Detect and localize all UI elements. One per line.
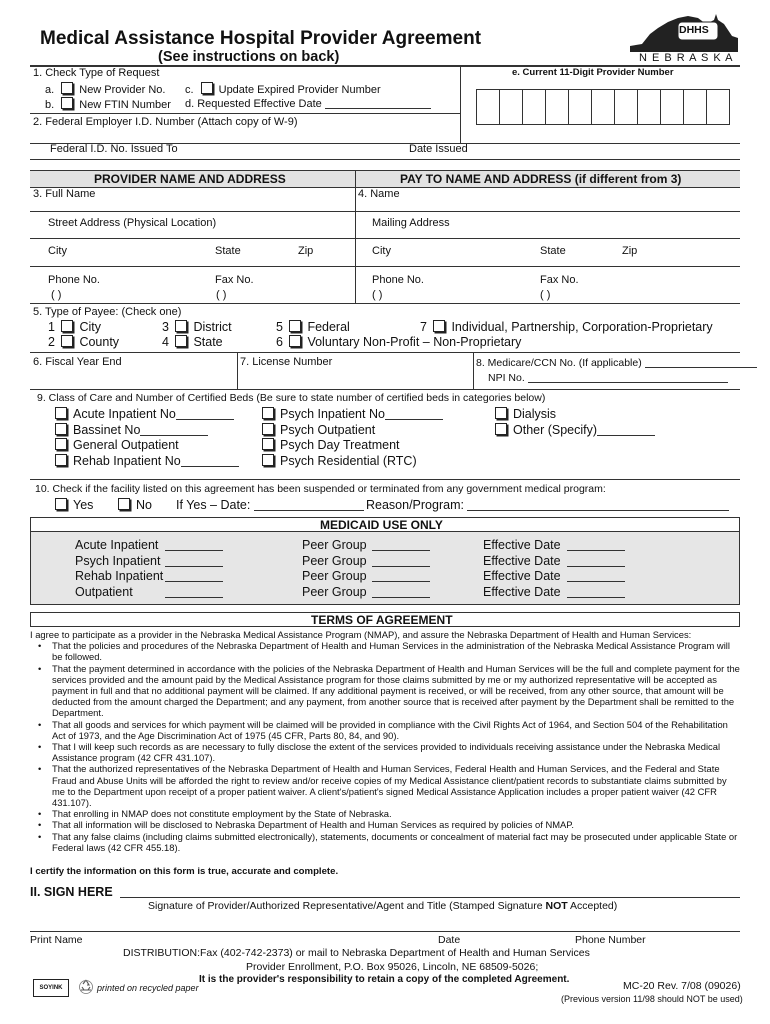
option-c[interactable] <box>185 82 381 96</box>
bassinet-checkbox[interactable] <box>55 423 67 435</box>
effective-date-line[interactable] <box>325 97 431 109</box>
term-3: • That all goods and services for which payment will be claimed will be provided in compliance with the Civil Rights Act of 1964, and Section 504 of the Rehabilitation Act of 1973, and the Age Discrimination Act of 1975 (45 CFR, Parts 80, 84, and 90). <box>52 719 742 741</box>
previous-version-note: (Previous version 11/98 should NOT be used) <box>561 994 743 1004</box>
psych-in-label: Psych Inpatient No <box>280 407 385 421</box>
suspended-label: 10. Check if the facility listed on this agreement has been suspended or terminated from any government medical program: <box>35 483 606 495</box>
fax-area[interactable]: ( ) <box>216 289 227 301</box>
outpatient-label: Outpatient <box>75 585 133 599</box>
payee-city-checkbox[interactable] <box>61 320 73 332</box>
psych-day[interactable] <box>262 438 400 452</box>
medicaid-line-2[interactable] <box>165 555 223 567</box>
npi-line[interactable] <box>528 371 728 383</box>
medicaid-row-3 <box>75 569 163 583</box>
terms-body <box>30 629 742 853</box>
suspended-yes[interactable] <box>55 498 93 512</box>
psych-day-checkbox[interactable] <box>262 438 274 450</box>
payee-federal[interactable] <box>276 320 350 334</box>
terms-list <box>30 640 742 853</box>
peer-line-1[interactable] <box>372 539 430 551</box>
medicaid-line-1[interactable] <box>165 539 223 551</box>
medicaid-line-3[interactable] <box>165 570 223 582</box>
mailing-label: Mailing Address <box>372 217 450 229</box>
zip-label: Zip <box>298 245 314 257</box>
sign-phone-label: Phone Number <box>575 934 646 946</box>
check-type-label: 1. Check Type of Request <box>33 67 160 79</box>
term-5: • That the authorized representatives of the Nebraska Department of Health and Human Services, Federal Health and Human Services, and the Federal and State Fraud and Abuse Units will be afforded the right to review and/or receive copies of my Medical Assistance client/patient records to substantiate claims submitted by me to the Department upon receipt of a proper patient waiver. A client's/patient's signed Medical Assistance Application includes a proper patient waiver (42 CFR 431.107). <box>52 763 742 808</box>
rehab-label: Rehab Inpatient No <box>73 454 181 468</box>
option-b[interactable] <box>45 97 171 111</box>
new-ftin-label: New FTIN Number <box>79 99 171 111</box>
term-4: • That I will keep such records as are necessary to fully disclose the extent of the services provided to individuals receiving assistance under the Nebraska Medical Assistance program (42 CFR 431.107). <box>52 741 742 763</box>
payee-individual[interactable] <box>420 320 713 334</box>
effective-label-3: Effective Date <box>483 569 561 583</box>
other-checkbox[interactable] <box>495 423 507 435</box>
bassinet-line[interactable] <box>140 424 208 436</box>
date-issued-label: Date Issued <box>409 143 468 155</box>
peer-label-2: Peer Group <box>302 554 367 568</box>
sign-heading: II. SIGN HERE <box>30 885 113 899</box>
signature-label-post: Accepted) <box>567 900 618 912</box>
payee-state[interactable] <box>162 335 223 349</box>
distribution-line-1: DISTRIBUTION:Fax (402-742-2373) or mail to Nebraska Department of Health and Human Services <box>123 947 590 959</box>
payee-county-checkbox[interactable] <box>61 335 73 347</box>
psych-outpatient[interactable] <box>262 423 375 437</box>
form-number: MC-20 Rev. 7/08 (09026) <box>623 980 741 992</box>
payee-federal-label: Federal <box>307 320 350 334</box>
street-label: Street Address (Physical Location) <box>48 217 217 229</box>
signature-line[interactable] <box>120 897 740 898</box>
peer-label-1: Peer Group <box>302 538 367 552</box>
yes-checkbox[interactable] <box>55 498 67 510</box>
psych-inpatient[interactable] <box>262 407 443 421</box>
if-yes-date-line[interactable] <box>254 499 364 511</box>
reason-program <box>366 498 729 512</box>
update-expired-checkbox[interactable] <box>201 82 213 94</box>
payee-county[interactable] <box>48 335 119 349</box>
effective-line-3[interactable] <box>567 570 625 582</box>
payto-phone-label: Phone No. <box>372 274 424 286</box>
acute-label: Acute Inpatient No <box>73 407 176 421</box>
effective-label-1: Effective Date <box>483 538 561 552</box>
new-provider-checkbox[interactable] <box>61 82 73 94</box>
payee-individual-checkbox[interactable] <box>433 320 445 332</box>
class-of-care-label: 9. Class of Care and Number of Certified Beds (Be sure to state number of certified beds in categories below) <box>37 392 546 404</box>
payee-district-checkbox[interactable] <box>175 320 187 332</box>
other-specify[interactable] <box>495 423 655 437</box>
reason-label: Reason/Program: <box>366 498 464 512</box>
suspended-no[interactable] <box>118 498 152 512</box>
payee-federal-num: 5 <box>276 320 283 334</box>
payee-city-label: City <box>79 320 101 334</box>
payee-city-num: 1 <box>48 320 55 334</box>
if-yes-date <box>176 498 364 512</box>
signature-label-pre: Signature of Provider/Authorized Representative/Agent and Title (Stamped Signature <box>148 900 546 912</box>
update-expired-label: Update Expired Provider Number <box>218 84 381 96</box>
peer-label-4: Peer Group <box>302 585 367 599</box>
bassinet[interactable] <box>55 423 208 437</box>
effective-label-2: Effective Date <box>483 554 561 568</box>
payto-fax-label: Fax No. <box>540 274 579 286</box>
effective-line-4[interactable] <box>567 586 625 598</box>
full-name-label: 3. Full Name <box>33 188 96 200</box>
acute-inpatient-label: Acute Inpatient <box>75 538 159 552</box>
general-outpatient[interactable] <box>55 438 179 452</box>
certify-text: I certify the information on this form is true, accurate and complete. <box>30 866 339 877</box>
general-label: General Outpatient <box>73 438 179 452</box>
payee-county-num: 2 <box>48 335 55 349</box>
medicare-line[interactable] <box>645 356 757 368</box>
effective-label-4: Effective Date <box>483 585 561 599</box>
terms-heading: TERMS OF AGREEMENT <box>311 613 453 627</box>
fax-label: Fax No. <box>215 274 254 286</box>
psych-inpatient-label: Psych Inpatient <box>75 554 161 568</box>
option-a[interactable] <box>45 82 165 96</box>
dialysis-checkbox[interactable] <box>495 407 507 419</box>
medicaid-line-4[interactable] <box>165 586 223 598</box>
provider-number-label: e. Current 11-Digit Provider Number <box>512 67 674 78</box>
other-label: Other (Specify) <box>513 423 598 437</box>
npi-text: NPI No. <box>488 372 525 384</box>
payee-district[interactable] <box>162 320 232 334</box>
payee-individual-label: Individual, Partnership, Corporation-Proprietary <box>451 320 713 334</box>
peer-line-2[interactable] <box>372 555 430 567</box>
peer-label-3: Peer Group <box>302 569 367 583</box>
issued-to-label: Federal I.D. No. Issued To <box>50 143 178 155</box>
bassinet-label: Bassinet No <box>73 423 141 437</box>
page-title: Medical Assistance Hospital Provider Agreement <box>40 28 482 49</box>
term-8: • That any false claims (including claims submitted electronically), statements, documents or concealment of material fact may be prosecuted under applicable State or Federal laws (42 CFR 455.18). <box>52 831 742 853</box>
rehab-line[interactable] <box>181 455 239 467</box>
rehab-inpatient[interactable] <box>55 454 239 468</box>
dialysis[interactable] <box>495 407 556 421</box>
payee-district-label: District <box>193 320 232 334</box>
option-d <box>185 97 431 110</box>
page-subtitle: (See instructions on back) <box>158 49 340 65</box>
provider-heading: PROVIDER NAME AND ADDRESS <box>94 172 286 186</box>
psych-out-checkbox[interactable] <box>262 423 274 435</box>
state-name: N E B R A S K A <box>639 52 734 64</box>
recycled-paper-note: printed on recycled paper <box>97 983 199 993</box>
option-c-letter: c. <box>185 84 194 96</box>
npi-label <box>488 371 728 384</box>
sign-date-label: Date <box>438 934 461 946</box>
dialysis-label: Dialysis <box>513 407 557 421</box>
rehab-checkbox[interactable] <box>55 454 67 466</box>
state-label: State <box>215 245 241 257</box>
reason-line[interactable] <box>467 499 729 511</box>
medicaid-heading: MEDICAID USE ONLY <box>320 518 443 532</box>
new-ftin-checkbox[interactable] <box>61 97 73 109</box>
payto-zip-label: Zip <box>622 245 638 257</box>
payto-heading: PAY TO NAME AND ADDRESS (if different from 3) <box>400 172 682 186</box>
effective-date-label: d. Requested Effective Date <box>185 98 322 110</box>
provider-number-boxes[interactable] <box>476 89 730 125</box>
new-provider-label: New Provider No. <box>79 84 166 96</box>
no-checkbox[interactable] <box>118 498 130 510</box>
recycle-icon <box>78 978 94 994</box>
medicaid-row-4 <box>75 585 133 599</box>
psych-residential[interactable] <box>262 454 417 468</box>
psych-in-line[interactable] <box>385 408 443 420</box>
fiscal-year-label: 6. Fiscal Year End <box>33 356 122 368</box>
payee-district-num: 3 <box>162 320 169 334</box>
psych-res-label: Psych Residential (RTC) <box>280 454 417 468</box>
payto-phone-area[interactable]: ( ) <box>372 289 383 301</box>
acute-inpatient[interactable] <box>55 407 234 421</box>
payee-federal-checkbox[interactable] <box>289 320 301 332</box>
other-line[interactable] <box>597 424 655 436</box>
medicaid-row-1 <box>75 538 158 552</box>
if-yes-label: If Yes – Date: <box>176 498 251 512</box>
psych-in-checkbox[interactable] <box>262 407 274 419</box>
psych-res-checkbox[interactable] <box>262 454 274 466</box>
phone-label: Phone No. <box>48 274 100 286</box>
payee-county-label: County <box>79 335 120 349</box>
license-label: 7. License Number <box>240 356 333 368</box>
peer-line-3[interactable] <box>372 570 430 582</box>
payee-individual-num: 7 <box>420 320 427 334</box>
acute-checkbox[interactable] <box>55 407 67 419</box>
peer-line-4[interactable] <box>372 586 430 598</box>
payee-nonprofit-label: Voluntary Non-Profit – Non-Proprietary <box>307 335 522 349</box>
print-name-label: Print Name <box>30 934 83 946</box>
acute-line[interactable] <box>176 408 234 420</box>
payee-state-num: 4 <box>162 335 169 349</box>
effective-line-1[interactable] <box>567 539 625 551</box>
medicare-text: 8. Medicare/CCN No. (If applicable) <box>476 357 642 369</box>
term-2: • That the payment determined in accordance with the policies of the Nebraska Department of Health and Human Services will be the full and complete payment for the services provided and the amount paid by the Medical Assistance program for those claims submitted by me or my authorized representative will be accepted as payment in full and that no additional payment will be claimed. If any additional payment is received, or will be received, from any other source, that amount will be deducted from the amount charged the Department; and any payment, from another source that is received after payment by the Department shall be remitted to the Department. <box>52 663 742 719</box>
payto-city-label: City <box>372 245 391 257</box>
logo-text: DHHS <box>679 24 709 36</box>
retain-copy-note: It is the provider's responsibility to retain a copy of the completed Agreement. <box>199 974 570 985</box>
term-7: • That all information will be disclosed to Nebraska Department of Health and Human Services as required by policies of NMAP. <box>52 819 742 830</box>
payee-state-label: State <box>193 335 223 349</box>
rehab-inpatient-label: Rehab Inpatient <box>75 569 164 583</box>
payto-state-label: State <box>540 245 566 257</box>
payee-label: 5. Type of Payee: (Check one) <box>33 306 182 318</box>
medicaid-row-2 <box>75 554 160 568</box>
payee-city[interactable] <box>48 320 101 334</box>
print-name-line[interactable] <box>30 931 740 932</box>
city-label: City <box>48 245 67 257</box>
payto-name-label: 4. Name <box>358 188 400 200</box>
medicare-label <box>476 356 757 369</box>
general-checkbox[interactable] <box>55 438 67 450</box>
payee-nonprofit-checkbox[interactable] <box>289 335 301 347</box>
term-1: • That the policies and procedures of the Nebraska Department of Health and Human Services in the administration of the Nebraska Medical Assistance Program will be followed. <box>52 640 742 662</box>
soy-ink-icon <box>33 979 69 997</box>
option-b-letter: b. <box>45 99 55 111</box>
option-a-letter: a. <box>45 84 55 96</box>
terms-intro: I agree to participate as a provider in the Nebraska Medical Assistance Program (NMAP), and assure the Nebraska Department of Health and Human Services: <box>30 629 692 640</box>
effective-line-2[interactable] <box>567 555 625 567</box>
psych-day-label: Psych Day Treatment <box>280 438 400 452</box>
no-label: No <box>136 498 152 512</box>
soy-ink-text: SOYINK <box>39 985 63 991</box>
signature-label <box>148 900 617 912</box>
payee-nonprofit[interactable] <box>276 335 521 349</box>
signature-label-not: NOT <box>545 900 568 912</box>
distribution-line-2: Provider Enrollment, P.O. Box 95026, Lincoln, NE 68509-5026; <box>246 961 539 973</box>
yes-label: Yes <box>73 498 94 512</box>
psych-out-label: Psych Outpatient <box>280 423 376 437</box>
payee-nonprofit-num: 6 <box>276 335 283 349</box>
term-6: • That enrolling in NMAP does not constitute employment by the State of Nebraska. <box>52 808 742 819</box>
payto-fax-area[interactable]: ( ) <box>540 289 551 301</box>
payee-state-checkbox[interactable] <box>175 335 187 347</box>
fein-label: 2. Federal Employer I.D. Number (Attach copy of W-9) <box>33 116 298 128</box>
phone-area[interactable]: ( ) <box>51 289 62 301</box>
